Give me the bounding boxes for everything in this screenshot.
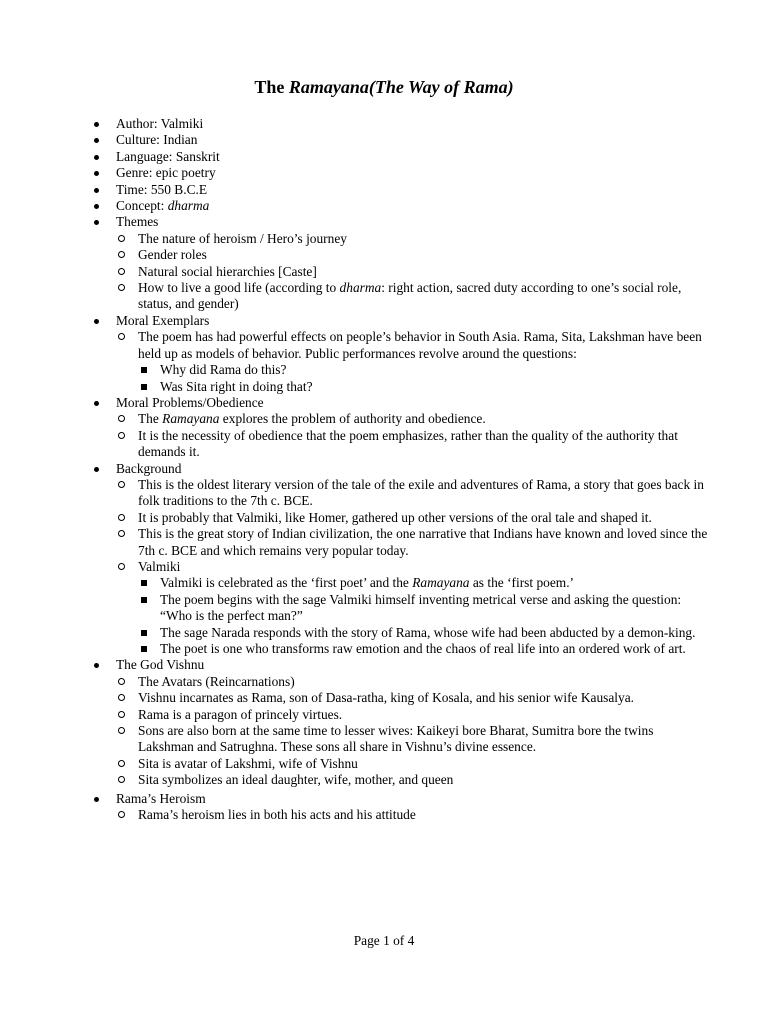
page-number: Page 1 of 4	[353, 933, 415, 948]
list-item: Valmiki Valmiki is celebrated as the ‘first poet’ and the Ramayana as the ‘first poem.’ The poem begins with the sage Valmiki himself inventing metrical verse and asking the question: “Who is the perfect man?” The sage Narada responds with the story of Rama, whose wife had been abducted by a demon-king. The poet is one who transforms raw emotion and the chaos of real life into an ordered work of art.	[138, 559, 708, 657]
list-item: The poem has had powerful effects on people’s behavior in South Asia. Rama, Sita, Lakshman have been held up as models of behavior. Public performances revolve around the questions: Why did Rama do this? Was Sita right in doing that?	[138, 329, 708, 395]
section-moral-problems	[0, 395, 768, 461]
section-heading: Moral Exemplars	[116, 312, 210, 328]
section-heroism	[0, 791, 768, 824]
list-item: It is probably that Valmiki, like Homer, gathered up other versions of the oral tale and shaped it.	[138, 510, 708, 526]
list-item: This is the oldest literary version of the tale of the exile and adventures of Rama, a story that goes back in folk traditions to the 7th c. BCE.	[138, 477, 708, 510]
list-item: Rama’s heroism lies in both his acts and his attitude	[138, 807, 708, 823]
title-prefix: The	[254, 77, 289, 97]
list-item: Language: Sanskrit	[0, 149, 768, 165]
list-item: Sons are also born at the same time to lesser wives: Kaikeyi bore Bharat, Sumitra bore the twins Lakshman and Satrughna. These sons all share in Vishnu’s divine essence.	[138, 723, 708, 756]
document-title	[0, 76, 768, 98]
list-item: This is the great story of Indian civilization, the one narrative that Indians have known and loved since the 7th c. BCE and which remains very popular today.	[138, 526, 708, 558]
list-item: Was Sita right in doing that?	[160, 379, 708, 395]
document-body	[0, 116, 768, 823]
section-heading: Moral Problems/Obedience	[116, 394, 264, 410]
section-themes	[0, 214, 768, 312]
list-item: Vishnu incarnates as Rama, son of Dasa-ratha, king of Kosala, and his senior wife Kausalya.	[138, 690, 708, 706]
list-item: It is the necessity of obedience that the poem emphasizes, rather than the quality of the authority that demands it.	[138, 428, 708, 461]
list-item: Concept: dharma	[0, 198, 768, 214]
list-item: Genre: epic poetry	[0, 165, 768, 181]
section-heading: Rama’s Heroism	[116, 790, 206, 806]
list-item: The Avatars (Reincarnations)	[138, 674, 708, 690]
list-item: Natural social hierarchies [Caste]	[138, 264, 708, 280]
section-vishnu	[0, 657, 768, 788]
list-item: The poet is one who transforms raw emotion and the chaos of real life into an ordered work of art.	[160, 641, 708, 657]
list-item: Sita symbolizes an ideal daughter, wife, mother, and queen	[138, 772, 708, 788]
list-item: The nature of heroism / Hero’s journey	[138, 231, 708, 247]
list-item: Time: 550 B.C.E	[0, 182, 768, 198]
list-item: Sita is avatar of Lakshmi, wife of Vishnu	[138, 756, 708, 772]
section-background	[0, 461, 768, 658]
list-item: Why did Rama do this?	[160, 362, 708, 378]
section-heading: Themes	[116, 214, 159, 230]
title-italic: Ramayana(The Way of Rama)	[288, 77, 514, 97]
section-heading: Background	[116, 460, 182, 476]
list-item: How to live a good life (according to dharma: right action, sacred duty according to one’s social role, status, and gender)	[138, 280, 708, 313]
list-item: Rama is a paragon of princely virtues.	[138, 707, 708, 723]
list-item: Culture: Indian	[0, 132, 768, 148]
list-item: The poem begins with the sage Valmiki himself inventing metrical verse and asking the question: “Who is the perfect man?”	[160, 592, 708, 625]
list-item: Gender roles	[138, 247, 708, 263]
list-item: Author: Valmiki	[0, 116, 768, 132]
list-item: The Ramayana explores the problem of authority and obedience.	[138, 411, 708, 427]
outline-list	[0, 116, 768, 823]
section-heading: The God Vishnu	[116, 657, 205, 673]
section-moral-exemplars	[0, 313, 768, 395]
list-item: Valmiki is celebrated as the ‘first poet’ and the Ramayana as the ‘first poem.’	[160, 575, 708, 591]
list-item: The sage Narada responds with the story of Rama, whose wife had been abducted by a demon-king.	[160, 625, 708, 641]
